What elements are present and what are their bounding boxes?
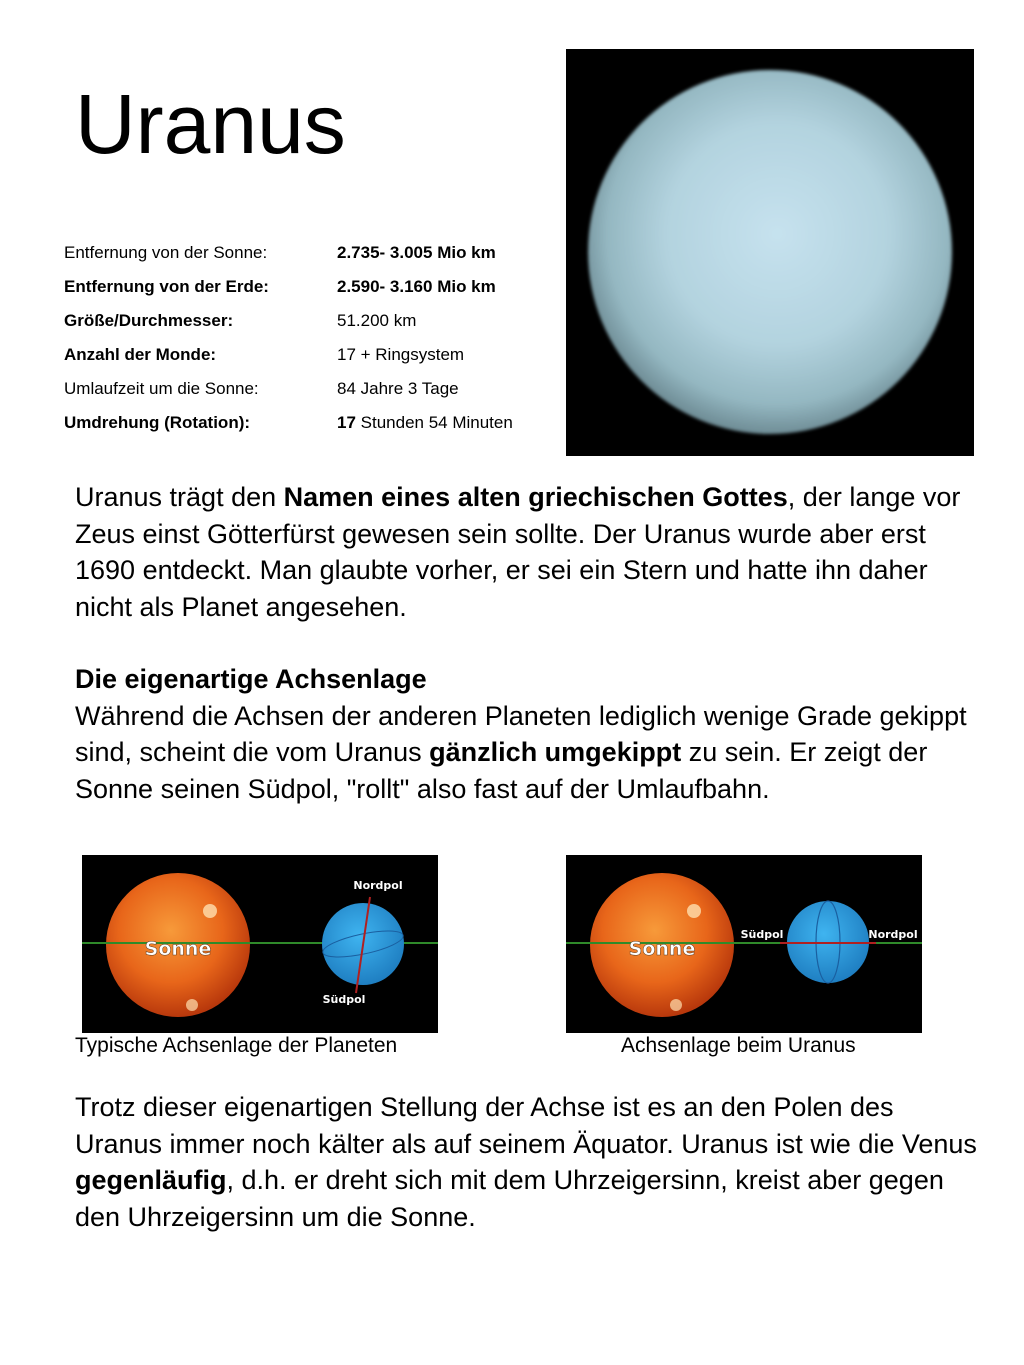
diagram-typical-axis <box>82 855 438 1033</box>
uranus-photo <box>566 49 974 456</box>
fact-row-orbit <box>64 372 554 406</box>
fact-row-rotation <box>64 406 554 440</box>
sun-label: Sonne <box>628 938 696 960</box>
axis-text: Während die Achsen der anderen Planeten lediglich wenige Grade gekippt sind, scheint die vom Uranus <box>75 700 967 767</box>
fact-label: Größe/Durchmesser: <box>64 311 234 330</box>
intro-paragraph <box>75 479 980 625</box>
axis-text-rest: zu sein. Er zeigt der Sonne seinen Südpol, "rollt" also fast auf der Umlaufbahn. <box>75 737 928 804</box>
south-pole-label: Südpol <box>740 928 784 941</box>
diagram-uranus-axis <box>566 855 922 1033</box>
north-pole-label: Nordpol <box>868 928 918 941</box>
axis-section <box>75 661 980 807</box>
fact-row-distance-earth <box>64 270 554 304</box>
caption-uranus-axis: Achsenlage beim Uranus <box>621 1034 856 1057</box>
closing-text-rest: , d.h. er dreht sich mit dem Uhrzeigersinn, kreist aber gegen den Uhrzeigersinn um die Sonne. <box>75 1165 944 1232</box>
fact-label: Umlaufzeit um die Sonne: <box>64 379 259 398</box>
fact-row-distance-sun <box>64 236 554 270</box>
fact-value: 2.590- 3.160 Mio km <box>337 277 496 296</box>
closing-paragraph <box>75 1089 980 1235</box>
fact-row-diameter <box>64 304 554 338</box>
sun-label: Sonne <box>144 938 212 960</box>
fact-value: 51.200 km <box>337 311 417 330</box>
intro-bold: Namen eines alten griechischen Gottes <box>283 482 788 512</box>
fact-value-bold: 17 <box>337 413 356 432</box>
intro-text-rest: , der lange vor Zeus einst Götterfürst gewesen sein sollte. Der Uranus wurde aber erst 1690 entdeckt. Man glaubte vorher, er sei ein Stern und hatte ihn daher nicht als Planet angesehen. <box>75 482 961 622</box>
closing-bold: gegenläufig <box>75 1165 227 1195</box>
fact-label: Umdrehung (Rotation): <box>64 413 251 432</box>
fact-value: 84 Jahre 3 Tage <box>337 379 459 398</box>
fact-label: Entfernung von der Sonne: <box>64 243 268 262</box>
fact-value-rest: Stunden 54 Minuten <box>355 413 513 432</box>
fact-label: Entfernung von der Erde: <box>64 277 269 296</box>
page-title: Uranus <box>75 77 346 171</box>
fact-value <box>337 413 513 433</box>
south-pole-label: Südpol <box>322 993 366 1006</box>
intro-text: Uranus trägt den <box>75 482 284 512</box>
fact-row-moons <box>64 338 554 372</box>
axis-bold: gänzlich umgekippt <box>429 737 682 767</box>
fact-label: Anzahl der Monde: <box>64 345 217 364</box>
axis-heading: Die eigenartige Achsenlage <box>75 664 427 694</box>
fact-value: 17 + Ringsystem <box>337 345 465 364</box>
closing-text: Trotz dieser eigenartigen Stellung der Achse ist es an den Polen des Uranus immer noch kälter als auf seinem Äquator. Uranus ist wie die Venus <box>75 1092 977 1159</box>
north-pole-label: Nordpol <box>353 879 403 892</box>
facts-table <box>64 236 554 440</box>
caption-typical-axis: Typische Achsenlage der Planeten <box>75 1034 398 1057</box>
fact-value: 2.735- 3.005 Mio km <box>337 243 496 262</box>
